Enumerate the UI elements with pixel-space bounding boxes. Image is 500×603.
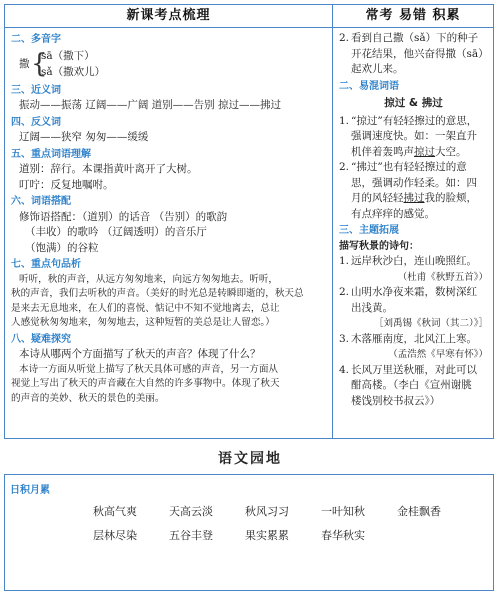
yuwen-yuandi-title: 语文园地 <box>218 451 282 467</box>
right-column <box>333 5 493 438</box>
polyphone-entry <box>11 48 326 82</box>
idiom: 秋风习习 <box>245 505 289 518</box>
section-antonyms-heading: 四、反义词 <box>11 116 61 128</box>
inquiry-answer-line-3: 的声音的美妙、秋天的景色的美丽。 <box>11 392 165 404</box>
poem-1-source: （杜甫《秋野五首》） <box>397 271 488 283</box>
idiom: 一叶知秋 <box>321 505 365 518</box>
daily-accumulation-box <box>4 474 494 591</box>
polyphone-reading-1: sā（撒下） <box>41 49 95 62</box>
confusing-words-pair: 掠过 & 拂过 <box>384 97 443 109</box>
left-column-title: 新课考点梳理 <box>5 5 332 28</box>
section-confusing-words-heading: 二、易混词语 <box>339 80 399 92</box>
poem-1-line: 1. 远岸秋沙白，连山晚照红。 <box>339 255 477 267</box>
section-polyphone-heading: 二、多音字 <box>11 34 61 45</box>
section-vocab-heading: 五、重点词语理解 <box>11 148 91 160</box>
section-key-sentence-heading: 七、重点句品析 <box>11 259 81 270</box>
idiom-row-1 <box>93 503 473 519</box>
section-theme-heading: 三、主题拓展 <box>339 225 399 236</box>
inquiry-question: 本诗从哪两个方面描写了秋天的声音？体现了什么？ <box>19 348 261 360</box>
idiom-row-2 <box>93 527 473 543</box>
idiom: 金桂飘香 <box>397 505 441 518</box>
vocab-line-1: 道别：辞行。本课指黄叶离开了大树。 <box>19 163 198 175</box>
antonyms-text: 辽阔——狭窄 匆匆——缓缓 <box>19 131 149 143</box>
poem-4-line-3: 楼饯别校书叔云》） <box>351 394 441 407</box>
collocation-line-1: 修饰语搭配：（道别）的话音 （告别）的歌韵 <box>19 210 228 223</box>
idiom-list <box>93 503 473 551</box>
section-synonyms-heading: 三、近义词 <box>11 84 61 96</box>
item-2-line-3: 月的风轻轻拂过我的脸颊， <box>351 192 477 204</box>
right-column-title: 常考 易错 积累 <box>333 5 493 28</box>
daily-accumulation-heading: 日积月累 <box>10 485 50 496</box>
poem-4-line-1: 4. 长风万里送秋雁，对此可以 <box>339 363 477 376</box>
item-1-line-2: 强调速度快。如：一架直升 <box>351 130 477 142</box>
idiom: 春华秋实 <box>321 529 365 542</box>
poem-4-line-2: 酣高楼。（李白《宣州谢朓 <box>351 379 472 391</box>
item-1-line-1: 1. “掠过”有轻轻擦过的意思， <box>339 114 478 127</box>
polyphone-char: 撒 <box>19 57 30 70</box>
vocab-line-2: 叮咛：反复地嘱咐。 <box>19 178 114 191</box>
study-table <box>4 4 494 439</box>
example-2-line-3: 起欢儿来。 <box>351 63 404 75</box>
brace-icon: { <box>31 48 48 79</box>
poems-subheading: 描写秋景的诗句： <box>339 240 419 252</box>
inquiry-answer-line-1: 本诗一方面从听觉上描写了秋天具体可感的声音，另一方面从 <box>19 363 279 375</box>
idiom: 天高云淡 <box>169 505 213 518</box>
polyphone-reading-2: sǎ（撒欢儿） <box>41 65 106 78</box>
key-sentence-line-3: 是来去无息地来，在人们的喜悦、惦记中不知不觉地离去，总让 <box>11 302 280 314</box>
idiom: 果实累累 <box>245 529 289 542</box>
poem-2-source: ［刘禹锡《秋词（其二）》］ <box>373 318 488 329</box>
left-column <box>5 5 333 438</box>
section-collocation-heading: 六、词语搭配 <box>11 196 71 207</box>
poem-2-line-1: 2. 山明水净夜来霜，数树深红 <box>339 286 477 298</box>
poem-3-line: 3. 木落雁南度，北风江上寒。 <box>339 332 477 345</box>
section-inquiry-heading: 八、疑难探究 <box>11 333 71 345</box>
key-sentence-line-4: 人感觉秋匆匆地来，匆匆地去，这种短暂的美总是让人留恋。） <box>11 317 275 328</box>
idiom: 秋高气爽 <box>93 505 137 518</box>
example-2-line-1: 2. 看到自己撒（sǎ）下的种子 <box>339 32 479 44</box>
collocation-line-2: （丰收）的歌吟 （辽阔透明）的音乐厅 <box>25 226 207 238</box>
item-2-line-4: 有点痒痒的感觉。 <box>351 207 435 220</box>
poem-2-line-2: 出浅黄。 <box>351 301 393 314</box>
idiom: 层林尽染 <box>93 529 137 542</box>
item-2-line-1: 2. “拂过”也有轻轻擦过的意 <box>339 161 467 173</box>
poem-3-source: （孟浩然《早寒有怀》） <box>388 349 488 360</box>
item-2-line-2: 思，强调动作轻柔。如：四 <box>351 176 477 189</box>
synonyms-text: 振动——振荡 辽阔——广阔 道别——告别 掠过——拂过 <box>19 99 282 111</box>
item-1-line-3: 机伴着轰鸣声掠过大空。 <box>351 145 467 158</box>
key-sentence-line-2: 秋的声音，我们去听秋的声音。（美好的时光总是转瞬即逝的，秋天总 <box>11 288 304 299</box>
idiom: 五谷丰登 <box>169 529 213 542</box>
inquiry-answer-line-2: 视觉上写出了秋天的声音藏在大自然的许多事物中。体现了秋天 <box>11 378 280 389</box>
collocation-line-3: （饱满）的谷粒 <box>25 241 99 254</box>
example-2-line-2: 开花结果，他兴奋得撒（sā） <box>351 47 489 60</box>
key-sentence-line-1: 听听，秋的声音，从远方匆匆地来，向远方匆匆地去。听听， <box>19 273 279 285</box>
